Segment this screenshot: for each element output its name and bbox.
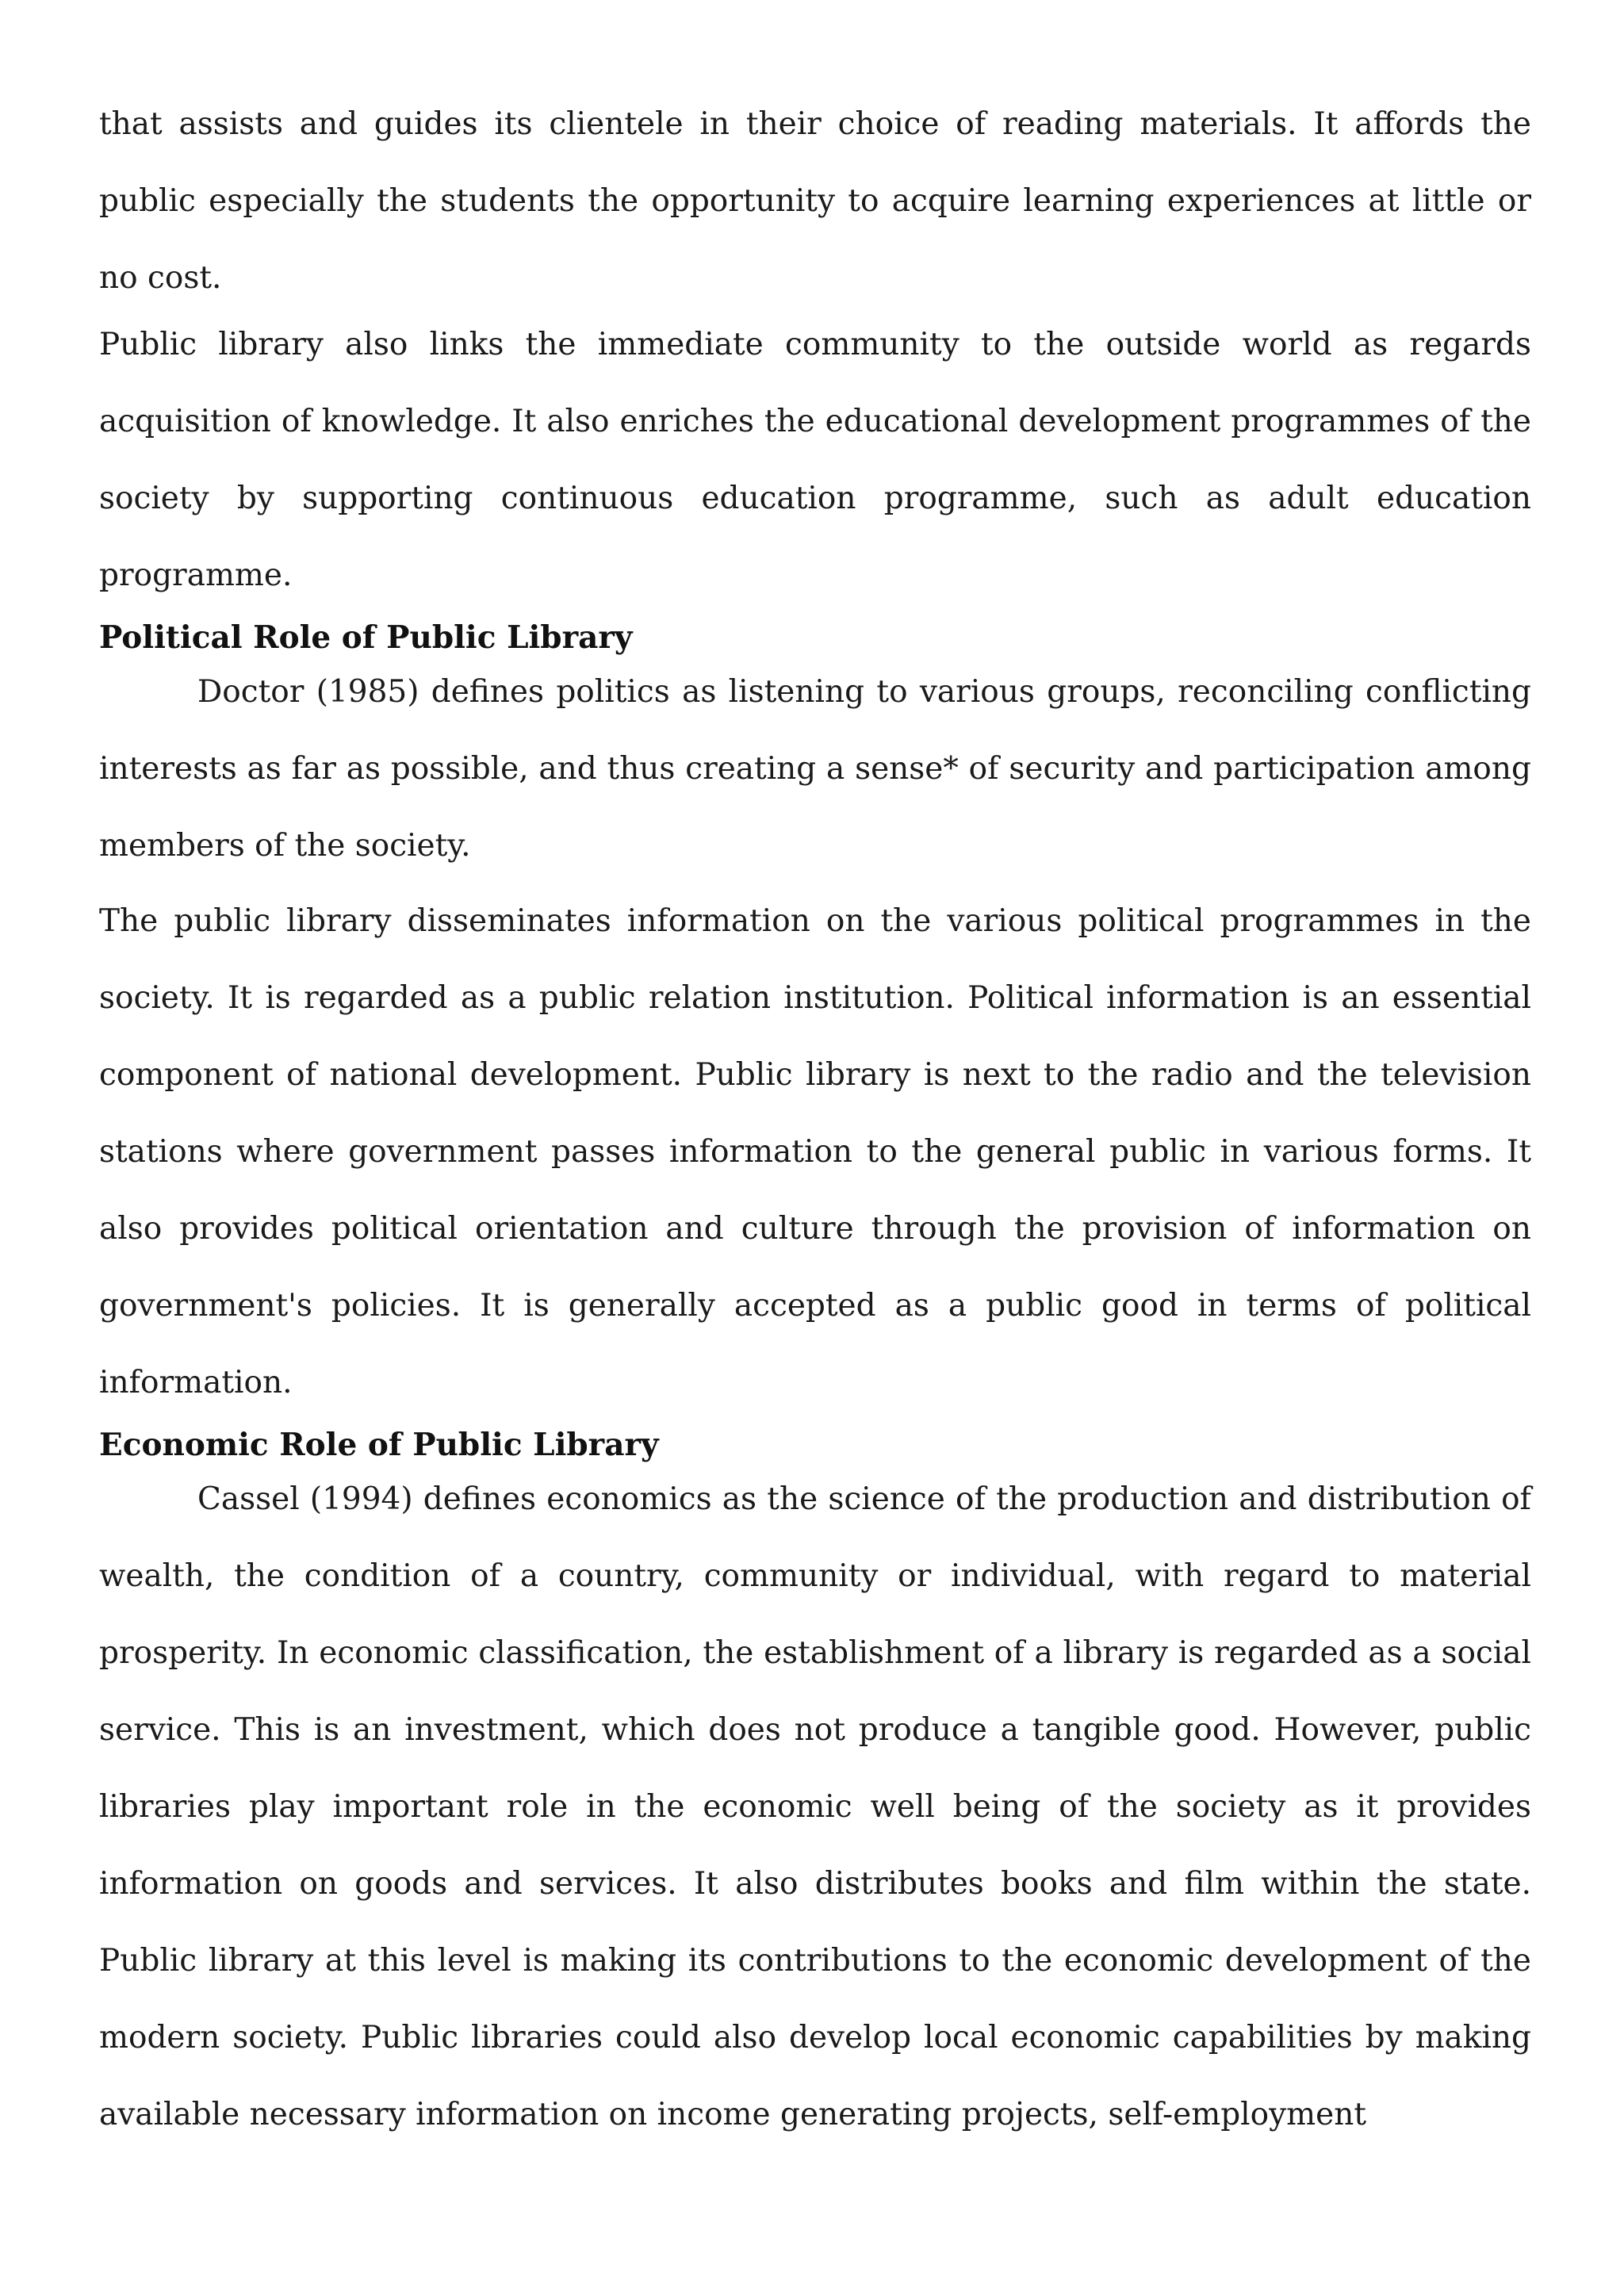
paragraph-politics-definition: Doctor (1985) defines politics as listening to various groups, reconciling conflicting interests as far as possible, and thus creating a sense* of security and participation among members of the society. — [99, 674, 1531, 864]
paragraph-community-links: Public library also links the immediate community to the outside world as regards acquisition of knowledge. It also enriches the educational development programmes of the society by supporting continuous education programme, such as adult education programme. — [99, 327, 1531, 593]
heading-economic-role: Economic Role of Public Library — [99, 1427, 659, 1463]
paragraph-reading-materials: that assists and guides its clientele in their choice of reading materials. It affords the public especially the students the opportunity to acquire learning experiences at little or no cost. — [99, 106, 1531, 296]
document-page — [99, 86, 1531, 2153]
heading-political-role: Political Role of Public Library — [99, 619, 633, 656]
paragraph-economics-definition: Cassel (1994) defines economics as the science of the production and distribution of wealth, the condition of a country, community or individual, with regard to material prosperity. In economic classification, the establishment of a library is regarded as a social service. This is an investment, which does not produce a tangible good. However, public libraries play important role in the economic well being of the society as it provides information on goods and services. It also distributes books and film within the state. Public library at this level is making its contributions to the economic development of the modern society. Public libraries could also develop local economic capabilities by making available necessary information on income generating projects, self-employment — [99, 1481, 1531, 2132]
paragraph-political-information: The public library disseminates information on the various political programmes in the society. It is regarded as a public relation institution. Political information is an essential component of national development. Public library is next to the radio and the television stations where government passes information to the general public in various forms. It also provides political orientation and culture through the provision of information on government's policies. It is generally accepted as a public good in terms of political information. — [99, 903, 1531, 1400]
